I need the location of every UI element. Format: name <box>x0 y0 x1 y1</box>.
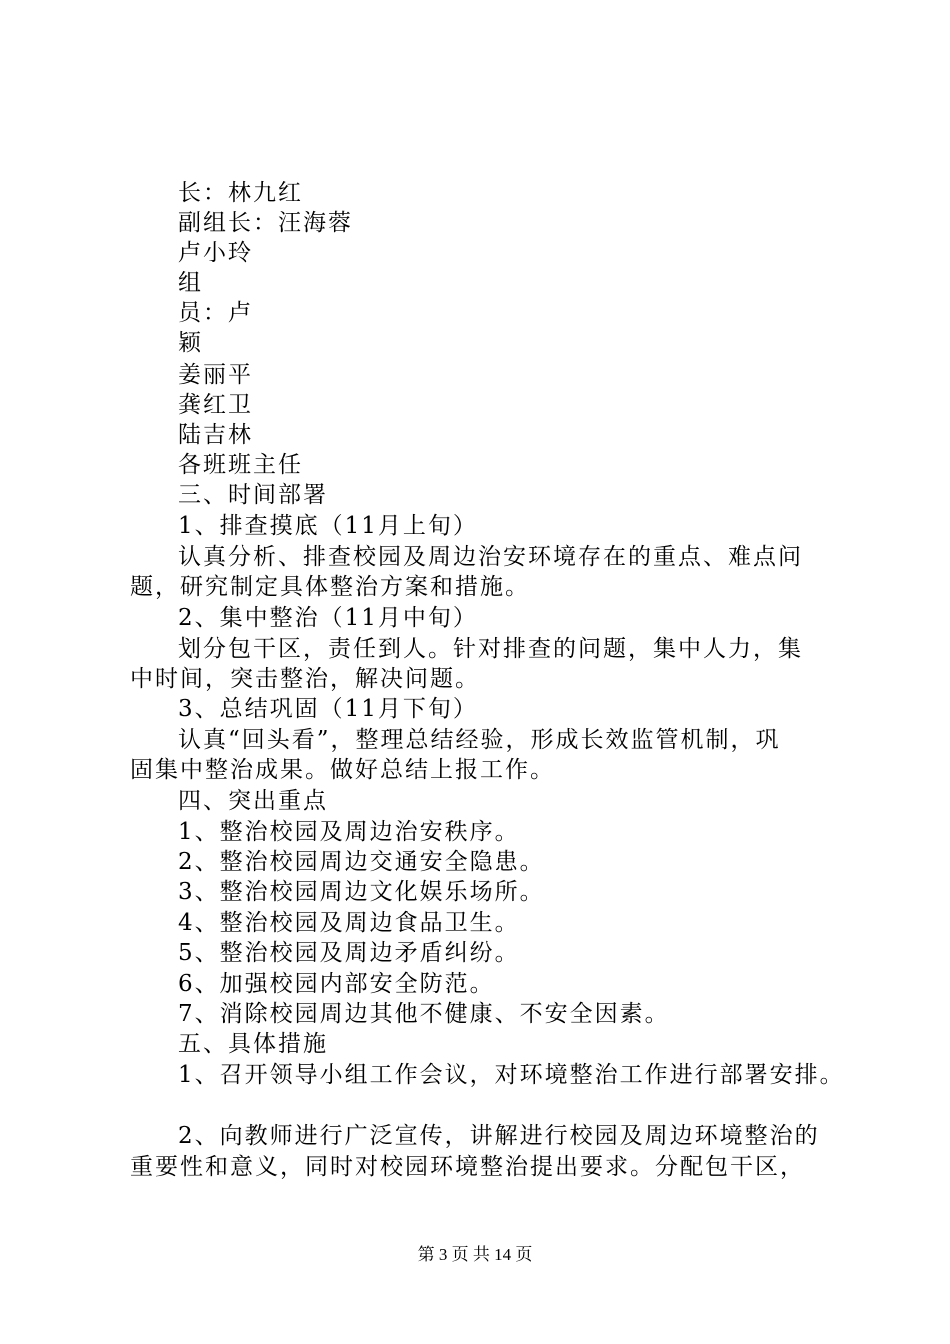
list-item: 3、整治校园周边文化娱乐场所。 <box>178 879 545 905</box>
list-item: 7、消除校园周边其他不健康、不安全因素。 <box>178 1001 670 1027</box>
paragraph-line: 2、向教师进行广泛宣传，讲解进行校园及周边环境整治的 <box>178 1123 820 1149</box>
text-line: 姜丽平 <box>178 362 253 388</box>
list-item: 4、整治校园及周边食品卫生。 <box>178 910 520 936</box>
list-item: 1、整治校园及周边治安秩序。 <box>178 819 520 845</box>
paragraph-line: 重要性和意义，同时对校园环境整治提出要求。分配包干区， <box>130 1154 805 1180</box>
paragraph-line: 认真分析、排查校园及周边治安环境存在的重点、难点问 <box>178 544 803 570</box>
section-heading: 五、具体措施 <box>178 1031 328 1057</box>
section-heading: 四、突出重点 <box>178 788 328 814</box>
text-line: 卢小玲 <box>178 240 253 266</box>
paragraph-line: 固集中整治成果。做好总结上报工作。 <box>130 757 555 783</box>
paragraph-line: 认真“回头看”，整理总结经验，形成长效监管机制，巩 <box>178 727 781 753</box>
text-line: 龚红卫 <box>178 392 253 418</box>
subsection-heading: 2、集中整治（11月中旬） <box>178 605 478 631</box>
text-line: 陆吉林 <box>178 422 253 448</box>
paragraph-line: 1、召开领导小组工作会议，对环境整治工作进行部署安排。 <box>178 1062 845 1088</box>
subsection-heading: 1、排查摸底（11月上旬） <box>178 513 478 539</box>
list-item: 5、整治校园及周边矛盾纠纷。 <box>178 940 520 966</box>
list-item: 6、加强校园内部安全防范。 <box>178 971 495 997</box>
list-item: 2、整治校园周边交通安全隐患。 <box>178 849 545 875</box>
text-line: 副组长：汪海蓉 <box>178 210 353 236</box>
text-line: 员：卢 <box>178 300 253 326</box>
paragraph-line: 划分包干区，责任到人。针对排查的问题，集中人力，集 <box>178 636 803 662</box>
text-line: 颖 <box>178 330 203 356</box>
paragraph-line: 中时间，突击整治，解决问题。 <box>130 666 480 692</box>
text-line: 各班班主任 <box>178 452 303 478</box>
section-heading: 三、时间部署 <box>178 482 328 508</box>
page-footer: 第 3 页 共 14 页 <box>417 1245 533 1264</box>
text-line: 组 <box>178 270 203 296</box>
subsection-heading: 3、总结巩固（11月下旬） <box>178 696 478 722</box>
text-line: 长：林九红 <box>178 180 303 206</box>
paragraph-line: 题，研究制定具体整治方案和措施。 <box>130 574 530 600</box>
